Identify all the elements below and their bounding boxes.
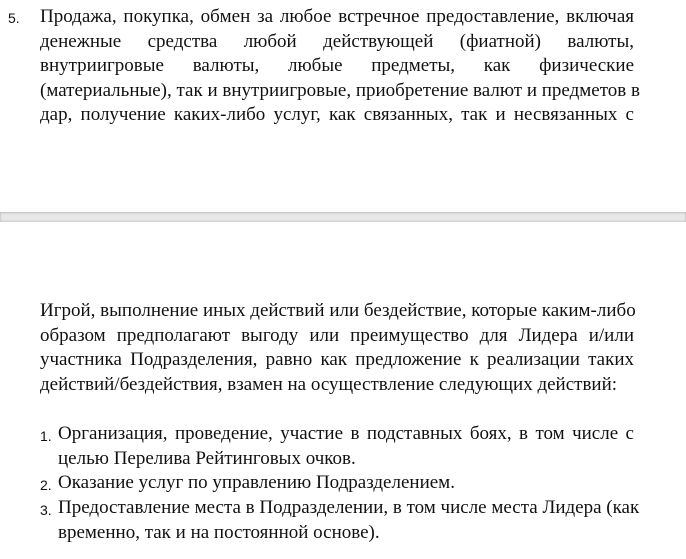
text-line: целью Перелива Рейтинговых очков.	[58, 447, 356, 469]
sub-list-item-3	[58, 496, 640, 545]
text-line: Организация, проведение, участие в подставных боях, в том числе с	[58, 423, 634, 444]
text-line: дар, получение каких-либо услуг, как связанных, так и несвязанных с	[40, 104, 634, 125]
text-line: Предоставление места в Подразделении, в том числе места Лидера (как	[58, 497, 640, 518]
text-line: внутриигровые валюты, любые предметы, как физические	[40, 55, 634, 76]
text-line: (материальные), так и внутриигровые, приобретение валют и предметов в	[40, 79, 640, 101]
continuation-paragraph	[40, 299, 634, 397]
sub-list-number-1: 1.	[40, 428, 52, 444]
text-line: временно, так и на постоянной основе).	[58, 521, 380, 543]
text-line: действий/бездействия, взамен на осуществление следующих действий:	[40, 373, 618, 395]
text-line: Продажа, покупка, обмен за любое встречное предоставление, включая	[40, 6, 634, 27]
sub-list-item-2	[58, 471, 634, 496]
text-line: Оказание услуг по управлению Подразделением.	[58, 472, 455, 493]
list-item-5-text	[40, 5, 640, 128]
list-number-5: 5.	[8, 10, 20, 26]
text-line: участника Подразделения, равно как предложение к реализации таких	[40, 349, 634, 370]
sub-list-number-3: 3.	[40, 502, 52, 518]
sub-list-item-1	[58, 422, 634, 471]
text-line: образом предполагают выгоду или преимущество для Лидера и/или	[40, 324, 634, 346]
text-line: Игрой, выполнение иных действий или бездействие, которые каким-либо	[40, 300, 636, 321]
sub-list-number-2: 2.	[40, 477, 52, 493]
text-line: денежные средства любой действующей (фиатной) валюты,	[40, 30, 634, 52]
document-page-top	[0, 0, 686, 212]
page-break-divider	[0, 212, 686, 222]
